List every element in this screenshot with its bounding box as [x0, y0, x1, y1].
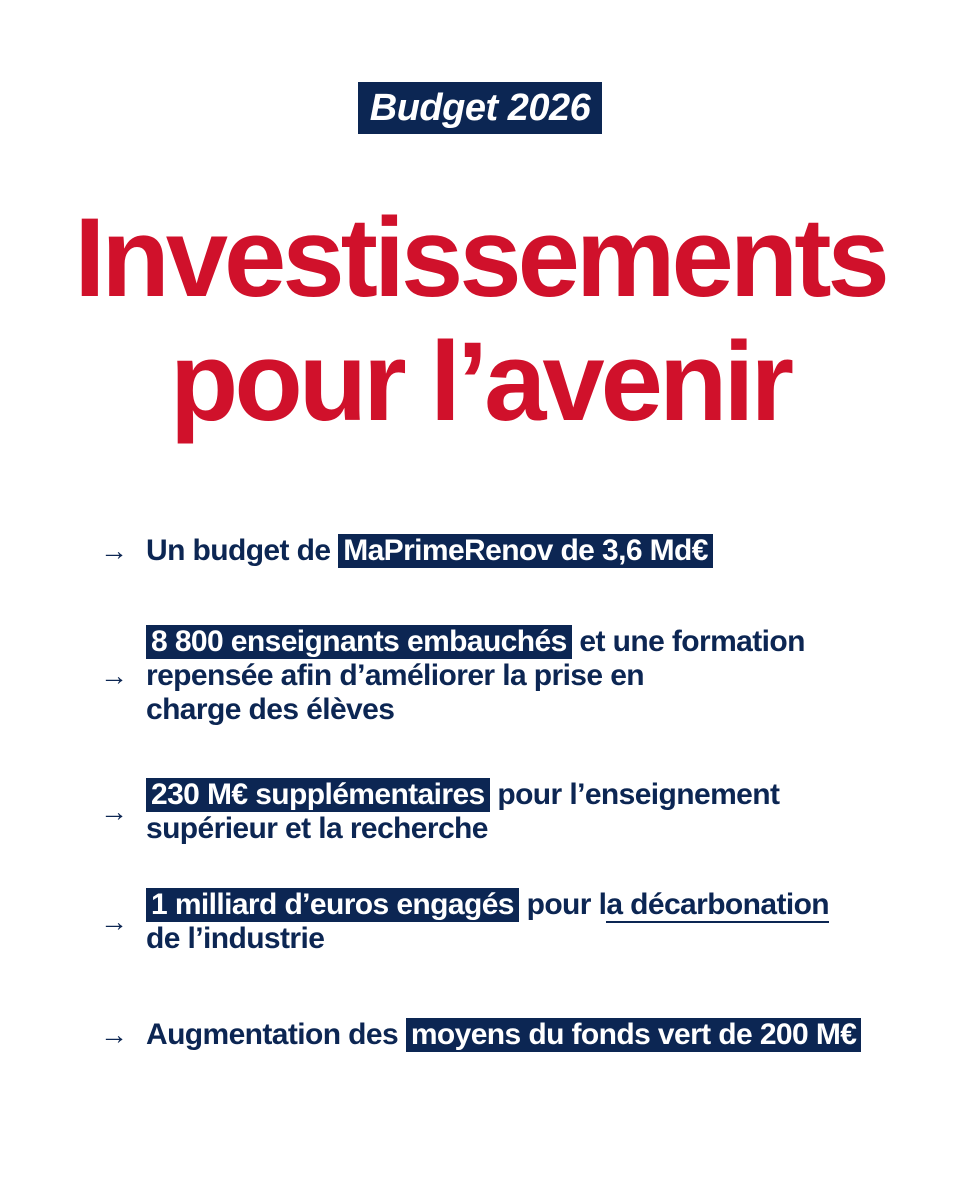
list-item: [100, 1018, 861, 1052]
list-item: [100, 625, 805, 727]
list-item: [100, 778, 779, 846]
item-text-line: repensée afin d’améliorer la prise en: [146, 659, 645, 692]
item-highlight: 8 800 enseignants embauchés: [146, 625, 572, 659]
page-title: [0, 196, 960, 444]
item-text: Augmentation des: [146, 1018, 406, 1051]
tag-container: [0, 82, 960, 134]
list-item-text: [146, 778, 779, 846]
list-item: [100, 888, 829, 956]
arrow-right-icon: →: [100, 796, 128, 827]
item-highlight: MaPrimeRenov de 3,6 Md€: [338, 534, 713, 568]
title-line-2: pour l’avenir: [169, 319, 791, 444]
list-item: [100, 534, 713, 568]
item-highlight: 230 M€ supplémentaires: [146, 778, 490, 812]
item-text: pour l: [518, 888, 607, 921]
arrow-right-icon: →: [100, 906, 128, 937]
item-text: pour l’enseignement: [489, 778, 780, 811]
item-text: Un budget de: [146, 534, 339, 567]
arrow-right-icon: →: [100, 660, 128, 691]
item-highlight: 1 milliard d’euros engagés: [146, 888, 519, 922]
item-text: et une formation: [571, 625, 805, 658]
arrow-right-icon: →: [100, 1019, 128, 1050]
budget-tag: Budget 2026: [358, 82, 602, 134]
item-text-line: de l’industrie: [146, 922, 325, 955]
item-highlight: moyens du fonds vert de 200 M€: [406, 1018, 861, 1052]
list-item-text: [146, 1018, 861, 1052]
list-item-text: [146, 888, 829, 956]
arrow-right-icon: →: [100, 535, 128, 566]
list-item-text: [146, 534, 713, 568]
item-text-line: supérieur et la recherche: [146, 812, 488, 845]
item-text-line: charge des élèves: [146, 693, 395, 726]
list-item-text: [146, 625, 805, 727]
item-underlined-text: a décarbonation: [606, 888, 830, 921]
title-line-1: Investissements: [74, 195, 886, 320]
